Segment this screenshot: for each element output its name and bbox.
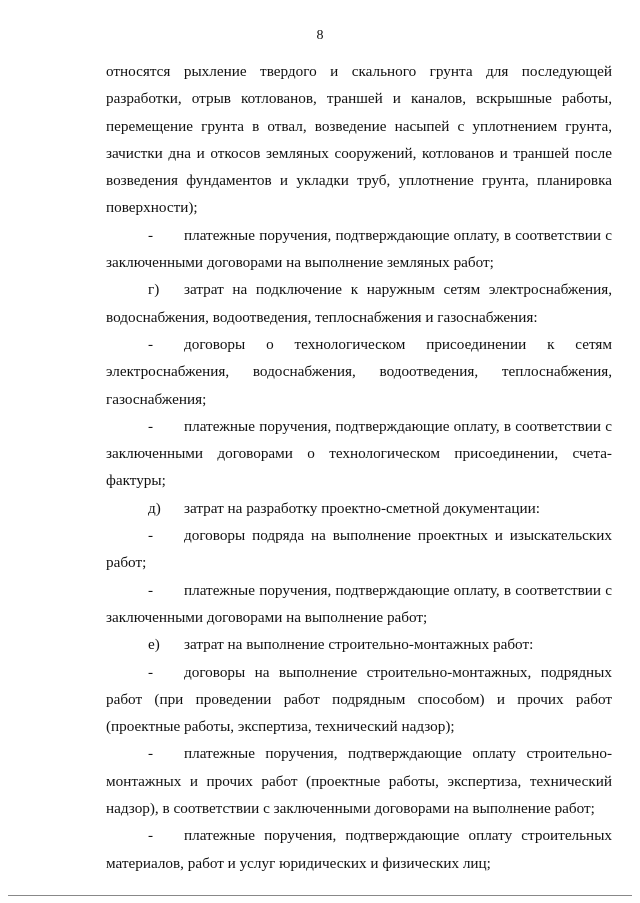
list-item bbox=[106, 740, 612, 822]
paragraph-text: платежные поручения, подтверждающие оплату, в соответствии с заключенными договорами о технологическом присоединении, счета-фактуры; bbox=[106, 417, 612, 490]
paragraph-text: затрат на подключение к наружным сетям электроснабжения, водоснабжения, водоотведения, теплоснабжения и газоснабжения: bbox=[106, 281, 612, 326]
paragraph-text: договоры на выполнение строительно-монтажных, подрядных работ (при проведении работ подрядным способом) и прочих работ (проектные работы, экспертиза, технический надзор); bbox=[106, 663, 612, 736]
list-marker: - bbox=[148, 663, 154, 681]
list-marker: - bbox=[148, 527, 154, 545]
page-number: 8 bbox=[316, 28, 324, 43]
paragraph-text: платежные поручения, подтверждающие оплату строительных материалов, работ и услуг юридических и физических лиц; bbox=[106, 827, 612, 872]
list-marker: - bbox=[148, 745, 154, 763]
list-item bbox=[106, 577, 612, 632]
list-item bbox=[106, 522, 612, 577]
list-marker: - bbox=[148, 581, 154, 599]
paragraph-text: договоры подряда на выполнение проектных и изыскательских работ; bbox=[106, 527, 612, 572]
list-item bbox=[106, 822, 612, 877]
paragraph-continuation bbox=[106, 58, 612, 222]
list-marker: - bbox=[148, 417, 154, 435]
paragraph-text: относятся рыхление твердого и скального грунта для последующей разработки, отрыв котлованов, траншей и каналов, вскрышные работы, перемещение грунта в отвал, возведение насыпей с уплотнением грунта, зачистки дна и откосов земляных сооружений, котлованов и траншей после возведения фундаментов и укладки труб, уплотнение грунта, планировка поверхности); bbox=[106, 63, 612, 217]
paragraph-text: платежные поручения, подтверждающие оплату, в соответствии с заключенными договорами на выполнение земляных работ; bbox=[106, 226, 612, 272]
list-item bbox=[106, 659, 612, 741]
paragraph-text: платежные поручения, подтверждающие оплату строительно-монтажных и прочих работ (проектные работы, экспертиза, технический надзор), в соответствии с заключенными договорами на выполнение работ; bbox=[106, 745, 612, 818]
paragraph-text: затрат на разработку проектно-сметной документации: bbox=[184, 499, 540, 517]
paragraph-text: платежные поручения, подтверждающие оплату, в соответствии с заключенными договорами на выполнение работ; bbox=[106, 581, 612, 626]
list-marker: - bbox=[148, 827, 154, 845]
list-marker: - bbox=[148, 226, 154, 244]
list-item bbox=[106, 331, 612, 413]
paragraph-text: затрат на выполнение строительно-монтажных работ: bbox=[184, 636, 534, 654]
list-marker: е) bbox=[148, 636, 160, 654]
list-marker: г) bbox=[148, 281, 160, 299]
list-item bbox=[106, 276, 612, 331]
list-item bbox=[106, 413, 612, 495]
list-item bbox=[106, 495, 612, 522]
list-item bbox=[106, 631, 612, 658]
list-marker: - bbox=[148, 335, 154, 353]
page-bottom-edge bbox=[8, 895, 632, 896]
document-body bbox=[106, 58, 612, 877]
list-item bbox=[106, 222, 612, 277]
list-marker: д) bbox=[148, 499, 161, 517]
paragraph-text: договоры о технологическом присоединении к сетям электроснабжения, водоснабжения, водоотведения, теплоснабжения, газоснабжения; bbox=[106, 335, 612, 408]
